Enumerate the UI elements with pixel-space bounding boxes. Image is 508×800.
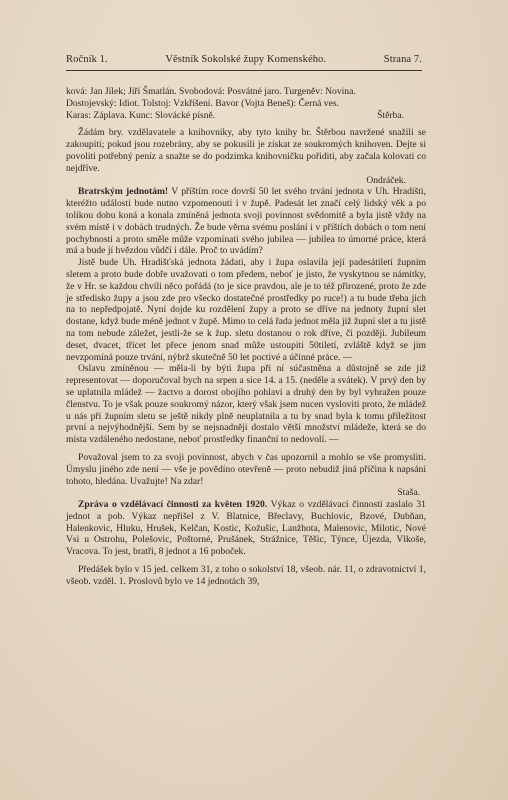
article-body — [66, 86, 426, 588]
fraternal-paragraph-3: Oslavu zmíněnou — měla-li by býti župa při ní súčastněna a důstojně se zde již representovat — doporučoval bych na srpen a sice 14. a 15. (neděle a svátek). V prvý den by se uplatnila mládež — žactvo a dorost obojího pohlaví a druhý den by byl vyhražen pouze členstvu. To je však pouze soukromý názor, který však jsem nucen vysloviti proto, že mládež u nás při župním sletu se ještě nikdy plně neuplatnila a tu by snad byla k tomu příležitost první a nejvýhodnější. Sem by se nejsnadněji dostalo větší množství mládeže, která se do místa vzdáleného nedostane, neboť prostředky finanční to nedovolí. — — [66, 363, 426, 446]
fraternal-paragraph-2: Jistě bude Uh. Hradišťská jednota žádati, aby i župa oslavila její padesátiletí župním sletem a proto bude dobře uvažovati o tom předem, neboť je jisto, že vyskytnou se námitky, že v Hr. se každou chvíli něco pořádá (to je sice pravdou, ale je to též přirozené, proto že zde je středisko župy a jsou zde pro všecko dostatečné prostředky po ruce!) a tu bude třeba jich na to nepředpojatě. Nyní dojde ku rozdělení župy a proto se dříve na jednoty župní slet dostane, když bude méně jednot v župě. Mimo to celá řada jednot měla již župní slet a tu jistě na tom nebude záležet, jestli-že se k žup. sletu dostanou o rok dříve, či později. Jubileum deset, dvacet, třicet let přece jenom snad může ustoupiti 50tiletí, zvláště když se jím nevzpomíná pouze trvání, nýbrž skutečně 50 let poctivé a účinné práce. — — [66, 257, 426, 363]
running-header — [66, 54, 422, 65]
fraternal-paragraph-1-text: V příštím roce dovrší 50 let svého trvání jednota v Uh. Hradišti, kteréžto události bude nutno vzpomenouti i v župě. Padesát let značí celý lidský věk a po tolikou dobu koná a konala zmíněná jednota svoji povinnost svědomitě a byla jistě vždy na svém místě i v dobách trudných. Že bude věrna svému poslání i v příštích dobách o tom není pochybnosti a proto směle může vzpomínati svého jubilea — jubilea to úmorné práce, která má a bude jí hvězdou vůdčí i dále. Proč to uvádím? — [66, 186, 427, 257]
signature-stasa: Staša. — [397, 487, 420, 499]
report-paragraph-1 — [66, 499, 426, 558]
fraternal-paragraph-1 — [66, 186, 426, 257]
book-list-line-2: Dostojevský: Idiot. Tolstoj: Vzkříšení. Bavor (Vojta Beneš): Černá ves. — [66, 97, 339, 109]
header-page-number: Strana 7. — [383, 54, 422, 65]
header-journal-title: Věstník Sokolské župy Komenského. — [165, 54, 327, 65]
fraternal-paragraph-4: Považoval jsem to za svoji povinnost, abych v čas upozornil a mohlo se vše promysliti. Úmyslu jiného zde není — vše je povědíno otevřeně — proto nebudiž jiná příčina k napsání tohoto, hledána. Uvažujte! Na zdar! — [66, 451, 426, 487]
header-rule — [66, 70, 422, 71]
book-list-line-3 — [66, 110, 426, 122]
signature-sterba: Štěrba. — [377, 109, 404, 121]
report-paragraph-2: Předášek bylo v 15 jed. celkem 31, z toho o sokolství 18, všeob. nár. 11, o zdravotnictví 1, všeob. vzděl. 1. Proslovů bylo ve 14 jednotách 39, — [66, 564, 426, 587]
book-list-line-1: ková: Jan Jílek; Jiří Šmatlán. Svobodová: Posvátné jaro. Turgeněv: Novina. — [66, 86, 356, 97]
book-list-line-3-text: Karas: Záplava. Kunc: Slovácké písně. — [66, 109, 216, 121]
fraternal-heading: Bratrským jednotám! — [78, 186, 169, 198]
header-volume: Ročník 1. — [66, 54, 108, 65]
educators-paragraph: Žádám bry. vzdělavatele a knihovníky, aby tyto knihy br. Štěrbou navržené snažili se zakoupiti; pokud jsou rozebrány, aby se pokusili je získat ze soukromých knihoven. Dejte si povoliti potřebný peníz a snažte se do podzimka knihovničku pořiditi, aby začala kolovati co nejdříve. — [66, 127, 426, 174]
signature-ondracek: Ondráček. — [366, 174, 406, 186]
report-paragraph-1-text: Výkaz o vzdělávací činnosti zaslalo 31 jednot a pob. Výkaz nepřišel z V. Blatnice, Břeclavy, Buchlovic, Bzové, Dubňan, Halenkovic, Hluku, Hrušek, Kelčan, Kostic, Kožušic, Lanžhota, Malenovic, Milotic, Nové Vsi u Ostrohu, Polešovic, Poštorné, Prušánek, Strážnice, Těšic, Týnce, Újezda, Vlkoše, Vracova. To jest, bratři, 8 jednot a 16 poboček. — [66, 499, 426, 558]
report-heading: Zpráva o vzdělávací činnosti za květen 1920. — [78, 499, 268, 511]
